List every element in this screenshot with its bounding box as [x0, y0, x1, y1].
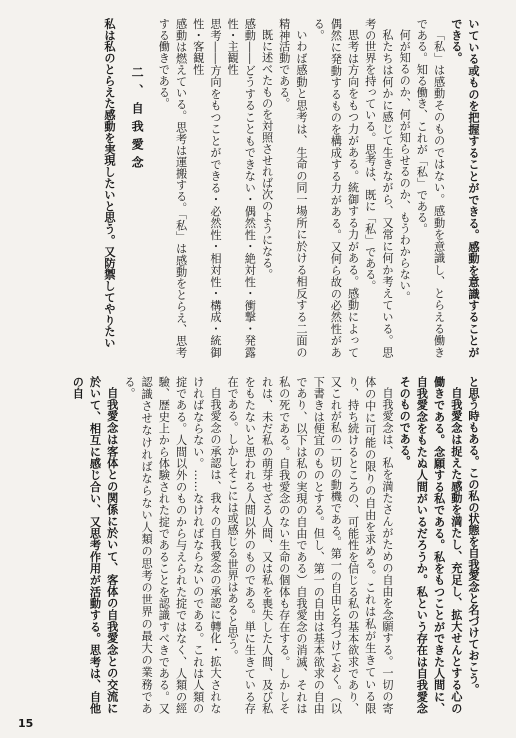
section-heading: 二、自我愛念: [130, 66, 145, 174]
paragraph: いわば感動と思考は、生命の同一場所に於ける相反する二面の精神活動である。: [277, 18, 308, 358]
paragraph: 思考――方向をもつことができる・必然性・相対性・構成・統御性・客観性: [191, 18, 222, 358]
page-number: 15: [18, 717, 34, 730]
paragraph: 自我愛念は、私を満たさんがための自由を念願する。一切の寄体の中に可能の限りの自由を求める。これは私が生きている限り、持ち続けるところの、可能性を信じる私の基本欲求であり、又これが私の一切の動機である。第一の自由と名づけておく。（以下書きは便宜のものとする。但し、第一の自由は基本欲求の自由であり、以下は私の実現の自由である）自我愛念の消滅、それは私の死である。自我愛念のない生命の個体も存在する。しかしそれは、未だ私の萌芽せざる人間、又は私を喪失した人間、及び私をもたないと思われる人間以外のものである。単に生きている存在である。しかしそこには或感じる世界はあると思う。: [226, 376, 394, 714]
lower-text-block: [12, 376, 482, 714]
paragraph: 自我愛念は捉えた感動を満たし、充足し、拡大せんとする心の働きである。念願する私である。私をもつことができた人間に、自我愛念をもたぬ人間がいるだろうか。私という存在は自我愛念そのものである。: [398, 376, 464, 714]
paragraph: いている或ものを把握することができる。感動を意識することができる。: [449, 18, 481, 358]
paragraph: 自我愛念の承認は、我々の自我愛念の承認に轉化・拡大されなければならない。……なければならないのである。これは人類の掟である。人間以外のものから与えられた掟ではなく、人類の經驗、歴史上から体験された掟であることを認識すべきである。又認識させなければならない人類の思考の世界の最大の業務である。: [122, 376, 222, 714]
paragraph: 思考は方向をもつ力がある。統御する力がある。感動によって偶然に発動するものを構成する力がある。又何ら故の必然性がある。: [312, 18, 360, 358]
paragraph: 自我愛念は客体との関係に於いて、客体の自我愛念との交流に於いて、相互に感じ合い、又思考作用が活動する。思考は、自他の自: [71, 376, 120, 714]
paragraph: と思う時もある。この私の状態を自我愛念と名づけておこう。: [467, 376, 481, 696]
paragraph: 感動――どうすることもできない・偶然性・絶対性・衝撃・発露性・主観性: [226, 18, 257, 358]
paragraph: 既に述べたものを対照させれば次のようになる。: [260, 29, 274, 280]
upper-text-block: [12, 18, 482, 358]
paragraph: 私は私のとらえた感動を実現したいと思う。又防禦してやりたい: [102, 18, 117, 349]
paragraph: 何が知るのか、何が知らせるのか、もうわからない。: [398, 29, 412, 303]
paragraph: 感動は燃えている。思考は運搬する。「私」は感動をとらえ、思考する働きである。: [157, 18, 188, 358]
paragraph: 「私」は感動そのものではない。感動を意識し、とらえる働きである。知る働き、これが「私」である。: [415, 18, 446, 358]
paragraph: 私たちは何かに感じて生きながら、又常に何か考えている。思考の世界を持っている。思考は、既に「私」である。: [363, 18, 394, 358]
